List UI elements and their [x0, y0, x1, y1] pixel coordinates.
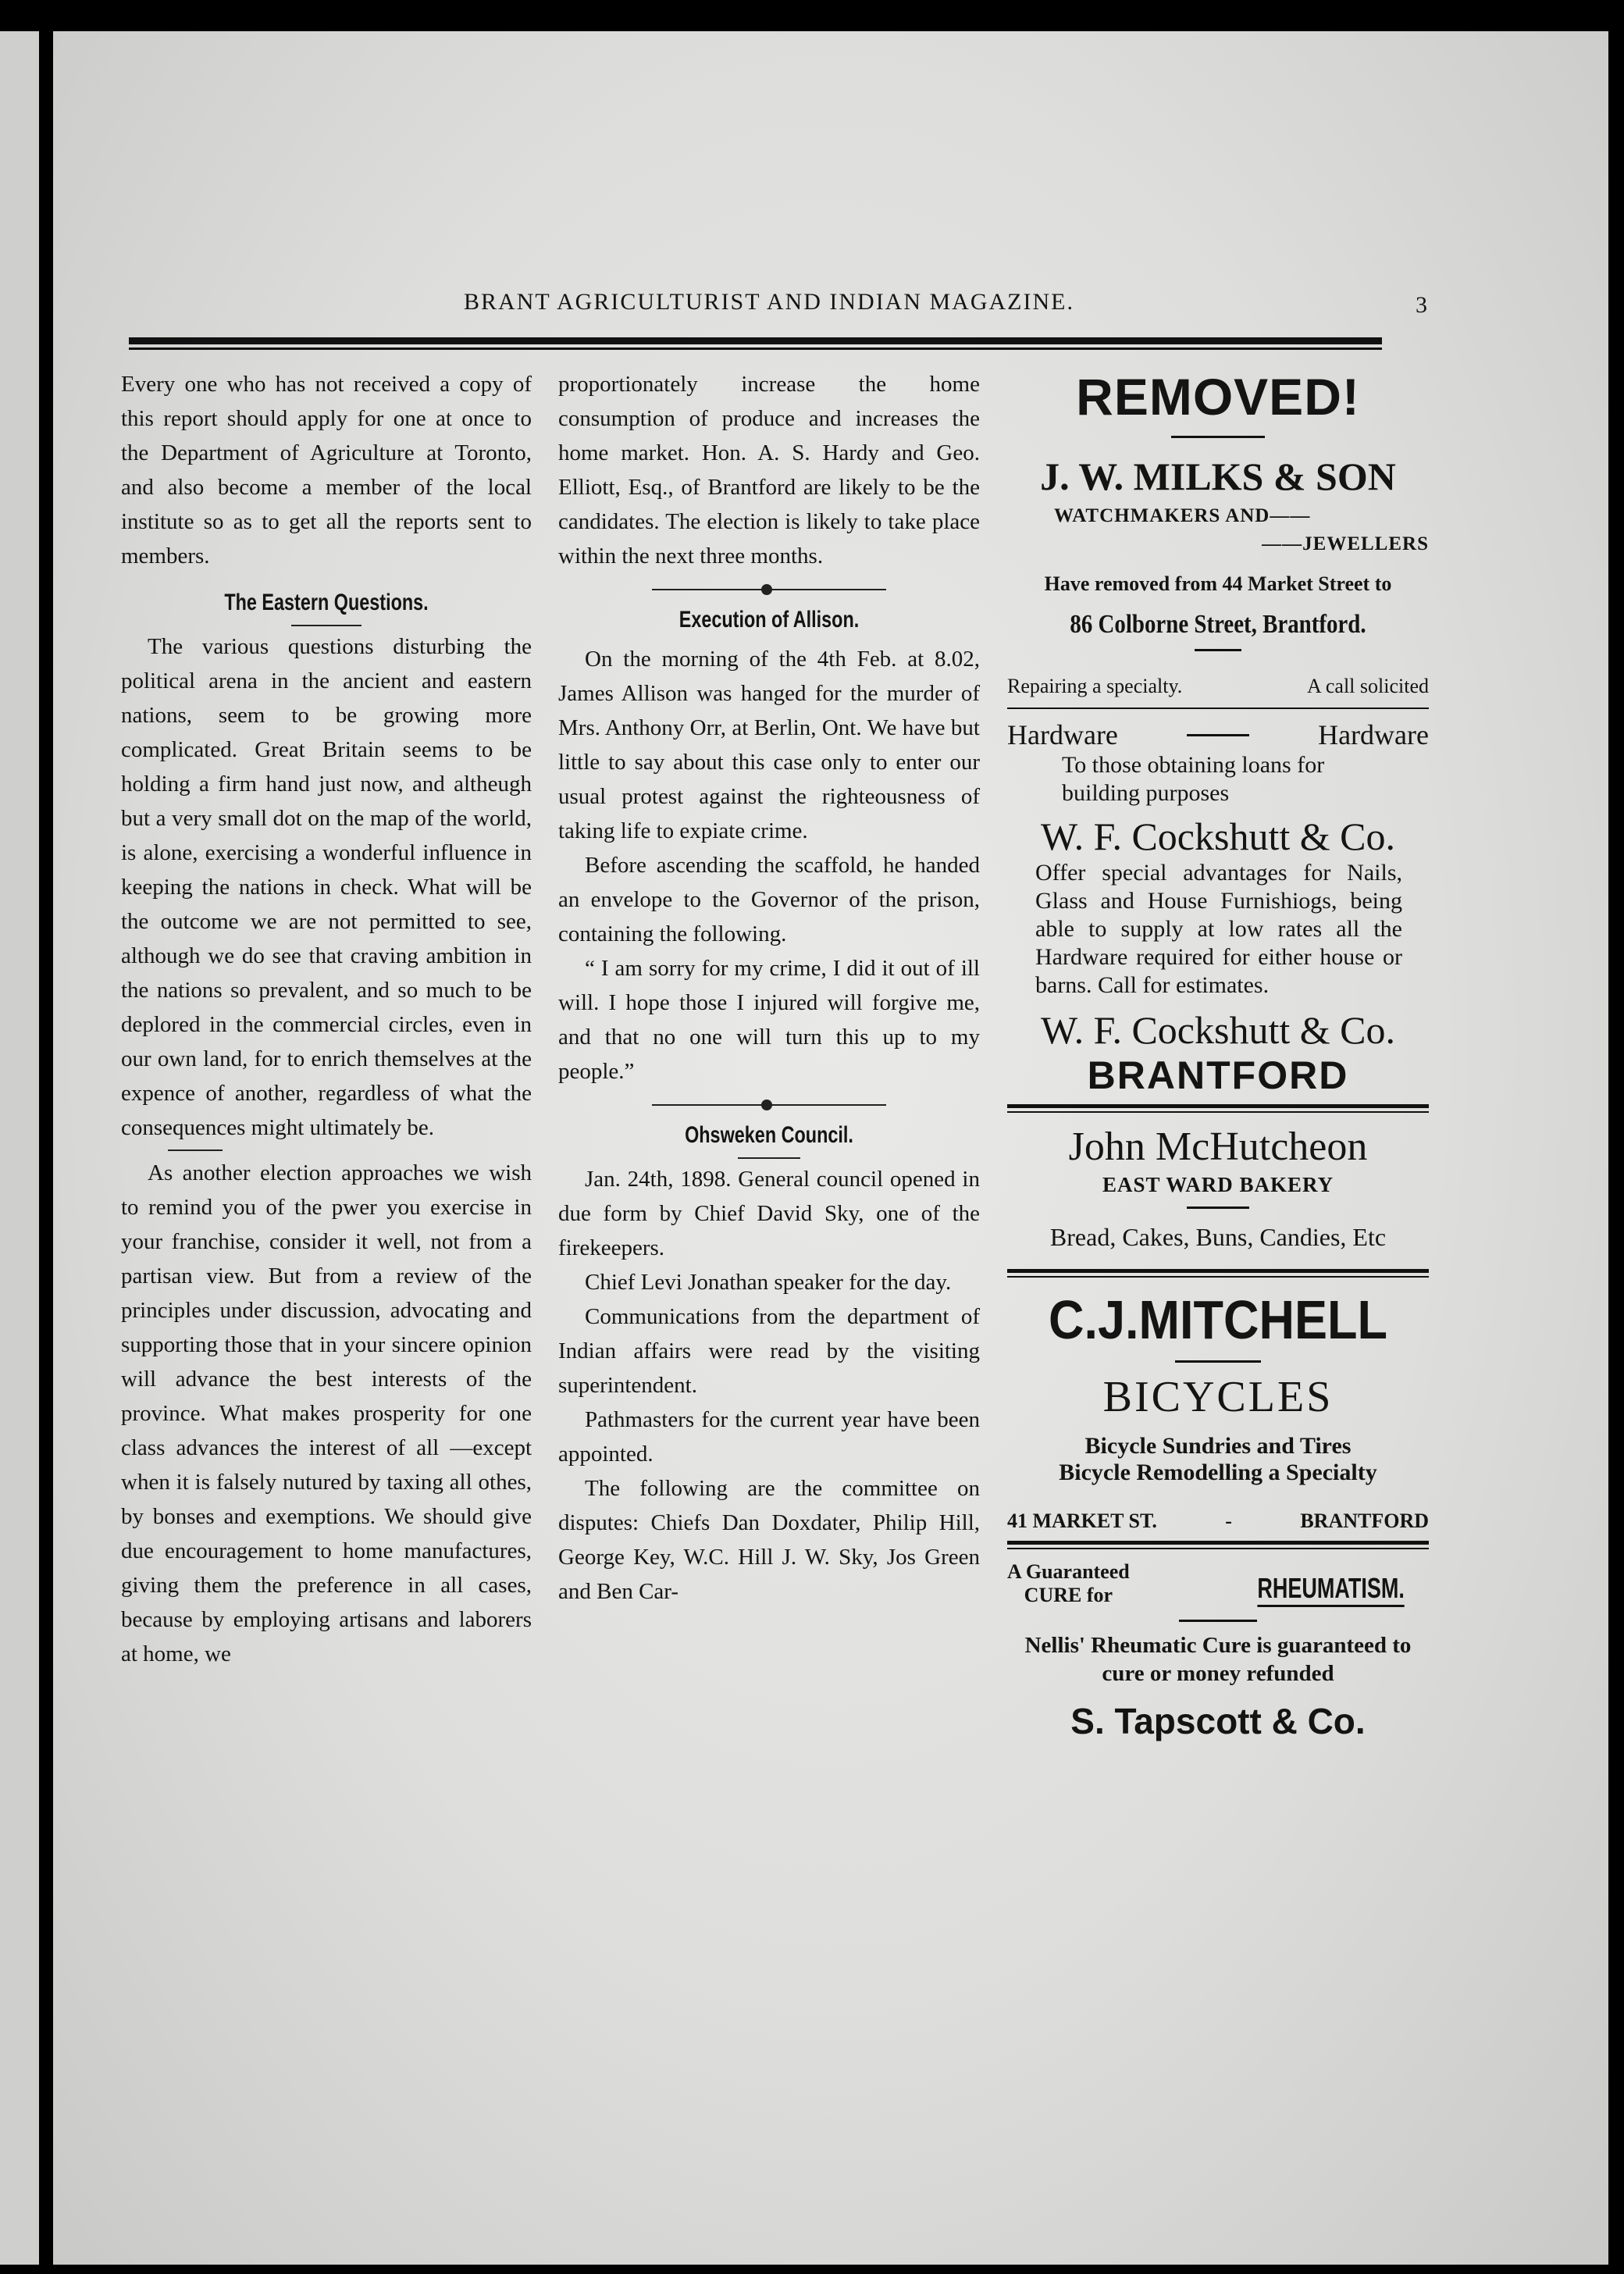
ad-milks-moved: Have removed from 44 Market Street to	[1044, 572, 1392, 595]
col2-paragraph-scaffold: Before ascending the scaffold, he handed an envelope to the Governor of the prison, containing the following.	[558, 853, 980, 946]
col1-paragraph-report: Every one who has not received a copy of this report should apply for one at once to the Department of Agriculture at Toronto, and also become a member of the local institute so as to get all the reports sent to members.	[121, 372, 532, 568]
ad-milks-jewellers: ——JEWELLERS	[1262, 533, 1429, 554]
header-rule-thick	[129, 337, 1382, 344]
ad-milks-address: 86 Colborne Street, Brantford.	[1070, 610, 1366, 639]
hardware-left: Hardware	[1007, 719, 1118, 750]
ad-divider	[1175, 1360, 1261, 1363]
column-2	[558, 367, 980, 1609]
heading-ohsweken-council: Ohsweken Council.	[685, 1122, 853, 1148]
ad-milks-footer	[1007, 675, 1429, 698]
advertisements-column	[1007, 359, 1429, 1742]
ad-bike-line1: Bicycle Sundries and Tires	[1084, 1433, 1352, 1459]
ad-tapscott-name: S. Tapscott & Co.	[1070, 1701, 1366, 1741]
short-divider	[168, 1149, 223, 1151]
ornament-divider	[652, 1104, 886, 1106]
header-rule-thin	[129, 348, 1382, 350]
column-1	[121, 367, 532, 1671]
col2-paragraph-council: Jan. 24th, 1898. General council opened in due form by Chief David Sky, one of the firekeepers.	[558, 1167, 980, 1260]
col1-paragraph-election: As another election approaches we wish to remind you of the pwer you exercise in your franchise, consider it well, not from a partisan view. But from a review of the principles under discussion, advocating and supporting those that in your sincere opinion will advance the best interests of the province. What makes prosperity for one class advances the interest of all —except when it is falsely nutured by taxing all othes, by bonses and exemptions. We should give due encouragement to home manufactures, giving them the preference in all cases, because by employing artisans and laborers at home, we	[121, 1160, 532, 1666]
running-title	[390, 289, 1148, 315]
ad-bike-address	[1007, 1509, 1429, 1533]
heading-underline	[738, 1157, 800, 1159]
ad-cockshutt-offer: Offer special advantages for Nails, Glass and House Furnishiogs, being able to supply at low rates all the Hardware required for either house or barns. Call for estimates.	[1035, 860, 1402, 998]
heading-execution-of-allison: Execution of Allison.	[678, 607, 860, 633]
ad-milks-name: J. W. MILKS & SON	[1040, 454, 1396, 498]
ad-milks-call: A call solicited	[1307, 675, 1429, 697]
ad-divider	[1187, 1207, 1249, 1209]
ad-separator	[1007, 708, 1429, 709]
ad-divider	[1171, 436, 1265, 438]
heading-underline	[291, 625, 361, 626]
ad-hardware-header	[1007, 718, 1429, 751]
page-number: 3	[1416, 292, 1427, 318]
ad-bakery-title: EAST WARD BAKERY	[1102, 1173, 1334, 1196]
col1-paragraph-eastern: The various questions disturbing the political arena in the ancient and eastern nations, seem to be growing more complicated. Great Britain seems to be holding a firm hand just now, and altheugh but a very small dot on the map of the world, is alone, exercising a wonderful influence in keeping the nations in check. What will be the outcome we are not permitted to see, although we do see that craving ambition in the nations so prevalent, and so much to be deplored in the commercial circles, even in our own land, for to enrich themselves at the expence of another, regardless of what the consequences might ultimately be.	[121, 634, 532, 1140]
bike-address-dash: -	[1225, 1509, 1232, 1532]
col2-paragraph-execution: On the morning of the 4th Feb. at 8.02, James Allison was hanged for the murder of Mrs. Anthony Orr, at Berlin, Ont. We have but little to say about this case only to enter our usual protest against the righteousness of taking life to expiate crime.	[558, 647, 980, 843]
col2-paragraph-quote: “ I am sorry for my crime, I did it out of ill will. I hope those I injured will forgive me, and that no one will turn this up to my people.”	[558, 956, 980, 1084]
ad-divider	[1179, 1620, 1257, 1622]
bike-address-right: BRANTFORD	[1300, 1509, 1429, 1532]
ad-mchutcheon-name: John McHutcheon	[1068, 1125, 1368, 1169]
heading-eastern-questions: The Eastern Questions.	[224, 590, 429, 615]
running-title-text: BRANT AGRICULTURIST AND INDIAN MAGAZINE.	[464, 289, 1074, 315]
ad-nellis-text: Nellis' Rheumatic Cure is guaranteed to cure or money refunded	[1024, 1633, 1412, 1686]
col2-paragraph-communications: Communications from the department of Indian affairs were read by the visiting superintendent.	[558, 1304, 980, 1398]
ad-hardware-loans: To those obtaining loans for building purposes	[1062, 752, 1325, 806]
ad-bicycles-title: BICYCLES	[1102, 1373, 1334, 1421]
rheu-guaranteed: A Guaranteed CURE for	[1007, 1560, 1130, 1606]
col2-paragraph-pathmasters: Pathmasters for the current year have been appointed.	[558, 1407, 980, 1467]
hardware-right: Hardware	[1318, 719, 1429, 750]
ad-bike-line2: Bicycle Remodelling a Specialty	[1059, 1460, 1377, 1485]
ad-double-rule	[1007, 1541, 1429, 1549]
ad-milks-watchmakers: WATCHMAKERS AND——	[1054, 505, 1311, 526]
ad-double-rule	[1007, 1104, 1429, 1113]
col2-paragraph-committee: The following are the committee on disputes: Chiefs Dan Doxdater, Philip Hill, George Key, W.C. Hill J. W. Sky, Jos Green and Ben Car-	[558, 1476, 980, 1604]
ad-double-rule	[1007, 1269, 1429, 1278]
ad-mitchell-name: C.J.MITCHELL	[1049, 1289, 1387, 1350]
bike-address-left: 41 MARKET ST.	[1007, 1509, 1157, 1532]
col2-paragraph-hardy: proportionately increase the home consumption of produce and increases the home market. Hon. A. S. Hardy and Geo. Elliott, Esq., of Brantford are likely to be the candidates. The election is likely to take place within the next three months.	[558, 372, 980, 568]
page-edge	[0, 31, 39, 2265]
ornament-divider	[652, 589, 886, 590]
ad-removed-heading: REMOVED!	[1076, 368, 1360, 426]
hardware-dash	[1187, 734, 1249, 736]
rheu-word: RHEUMATISM.	[1257, 1572, 1404, 1607]
ad-divider	[1195, 649, 1241, 651]
col2-paragraph-speaker: Chief Levi Jonathan speaker for the day.	[585, 1270, 952, 1295]
ad-cockshutt-name-2: W. F. Cockshutt & Co.	[1041, 1008, 1395, 1052]
ad-brantford: BRANTFORD	[1087, 1053, 1349, 1097]
ad-bakery-goods: Bread, Cakes, Buns, Candies, Etc	[1049, 1223, 1387, 1251]
ad-cockshutt-name: W. F. Cockshutt & Co.	[1041, 814, 1395, 858]
ad-milks-repair: Repairing a specialty.	[1007, 675, 1183, 697]
ad-rheumatism-line	[1007, 1560, 1429, 1607]
